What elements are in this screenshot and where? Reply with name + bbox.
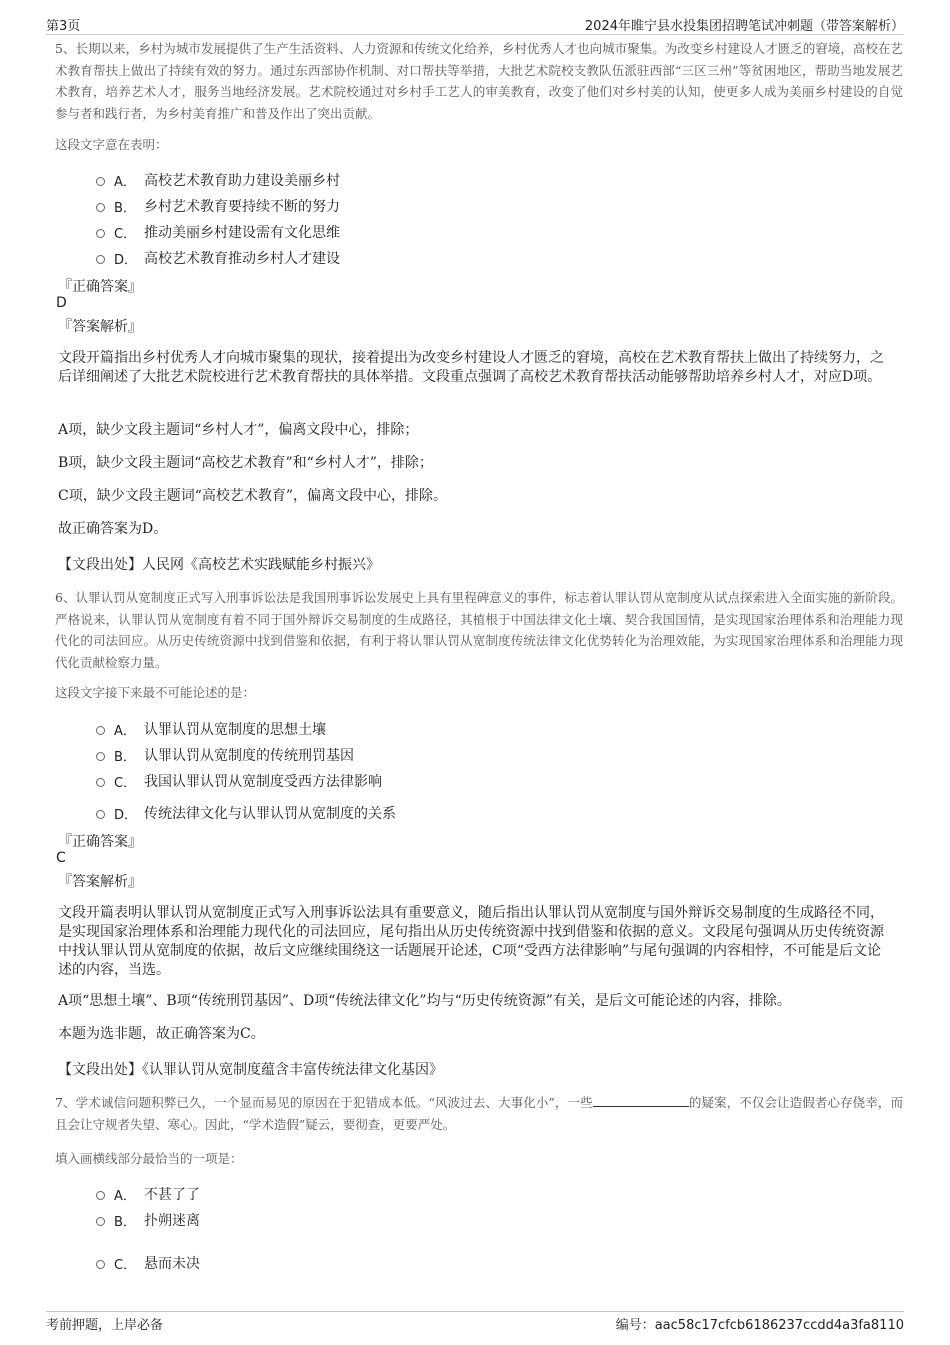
option-letter: D． [114,807,138,823]
q5-option-c[interactable] [96,222,340,242]
fill-in-blank [593,1094,689,1107]
option-text: 不甚了了 [144,1187,200,1203]
option-text: 悬而未决 [144,1256,200,1272]
option-letter: A． [114,723,136,739]
footer-slogan: 考前押题，上岸必备 [46,1318,164,1333]
option-letter: C． [114,226,137,242]
option-text: 扑朔迷离 [144,1213,200,1229]
q5-analysis-paragraph: B项，缺少文段主题词“高校艺术教育”和“乡村人才”，排除； [58,455,433,471]
radio-icon[interactable] [96,203,105,212]
header-rule [46,34,904,35]
document-title: 2024年睢宁县水投集团招聘笔试冲刺题（带答案解析） [584,19,904,34]
radio-icon[interactable] [96,1217,105,1226]
footer-rule [46,1311,904,1312]
question-7-text-after: 的疑案，不仅会让造假者心存侥幸，而且会让守规者失望、寒心。因此，“学术造假”疑云，要彻查，更要严处。 [55,1095,903,1132]
q7-option-a[interactable] [96,1184,200,1204]
radio-icon[interactable] [96,810,105,819]
q5-analysis-paragraph: C项，缺少文段主题词“高校艺术教育”，偏离文段中心，排除。 [58,488,448,504]
q5-source: 【文段出处】人民网《高校艺术实践赋能乡村振兴》 [58,557,380,573]
option-text: 认罪认罚从宽制度的思想土壤 [144,722,326,738]
radio-icon[interactable] [96,255,105,264]
option-letter: B． [114,1214,136,1230]
q5-answer-label: 『正确答案』 [58,279,142,295]
question-7-text [55,1092,903,1135]
q5-option-b[interactable] [96,196,340,216]
q5-analysis-paragraph: 故正确答案为D。 [58,521,168,537]
radio-icon[interactable] [96,1191,105,1200]
option-text: 推动美丽乡村建设需有文化思维 [144,225,340,241]
q5-analysis-label: 『答案解析』 [58,319,142,335]
option-letter: A． [114,174,136,190]
q5-option-d[interactable] [96,248,340,268]
q6-option-b[interactable] [96,745,354,765]
radio-icon[interactable] [96,177,105,186]
question-6-prompt: 这段文字接下来最不可能论述的是： [55,685,256,700]
q7-option-b[interactable] [96,1210,200,1230]
document-code: 编号：aac58c17cfcb6186237ccdd4a3fa8110 [615,1318,904,1333]
option-letter: C． [114,1257,137,1273]
q5-analysis-paragraph: 文段开篇指出乡村优秀人才向城市聚集的现状，接着提出为改变乡村建设人才匮乏的窘境，高校在艺术教育帮扶上做出了持续努力，之后详细阐述了大批艺术院校进行艺术教育帮扶的具体举措。文段重点强调了高校艺术教育帮扶活动能够帮助培养乡村人才，对应D项。 [58,350,884,385]
q6-answer-label: 『正确答案』 [58,834,142,850]
q7-option-c[interactable] [96,1253,200,1273]
q6-option-c[interactable] [96,771,382,791]
option-letter: A． [114,1188,136,1204]
option-text: 我国认罪认罚从宽制度受西方法律影响 [144,774,382,790]
q6-analysis-paragraph: 本题为选非题，故正确答案为C。 [58,1026,265,1042]
q6-option-a[interactable] [96,719,326,739]
question-5-text: 5、长期以来，乡村为城市发展提供了生产生活资料、人力资源和传统文化给养，乡村优秀人才也向城市聚集。为改变乡村建设人才匮乏的窘境，高校在艺术教育帮扶上做出了持续有效的努力。通过东西部协作机制、对口帮扶等举措，大批艺术院校支教队伍派驻西部“三区三州”等贫困地区，帮助当地发展艺术教育，培养艺术人才，服务当地经济发展。艺术院校通过对乡村手工艺人的审美教育，改变了他们对乡村美的认知，使更多人成为美丽乡村建设的自觉参与者和践行者，为乡村美育推广和普及作出了突出贡献。 [55,41,903,121]
option-text: 认罪认罚从宽制度的传统刑罚基因 [144,748,354,764]
radio-icon[interactable] [96,778,105,787]
radio-icon[interactable] [96,752,105,761]
radio-icon[interactable] [96,229,105,238]
q5-analysis-paragraph: A项，缺少文段主题词“乡村人才”，偏离文段中心，排除； [58,422,419,438]
radio-icon[interactable] [96,1260,105,1269]
q6-option-d[interactable] [96,803,396,823]
option-text: 乡村艺术教育要持续不断的努力 [144,199,340,215]
page-number: 第3页 [46,19,81,34]
option-letter: C． [114,775,137,791]
radio-icon[interactable] [96,726,105,735]
option-text: 高校艺术教育助力建设美丽乡村 [144,173,340,189]
question-6-text: 6、认罪认罚从宽制度正式写入刑事诉讼法是我国刑事诉讼发展史上具有里程碑意义的事件，标志着认罪认罚从宽制度从试点探索进入全面实施的新阶段。严格说来，认罪认罚从宽制度有着不同于国外辩诉交易制度的生成路径，其植根于中国法律文化土壤、契合我国国情，是实现国家治理体系和治理能力现代化的司法回应。从历史传统资源中找到借鉴和依据，有利于将认罪认罚从宽制度传统法律文化优势转化为治理效能，为实现国家治理体系和治理能力现代化贡献检察力量。 [55,590,903,670]
q5-option-a[interactable] [96,170,340,190]
option-letter: B． [114,749,136,765]
option-letter: D． [114,252,138,268]
q5-answer: D [56,295,67,311]
option-text: 高校艺术教育推动乡村人才建设 [144,251,340,267]
q6-answer: C [56,850,66,866]
q6-analysis-paragraph: 文段开篇表明认罪认罚从宽制度正式写入刑事诉讼法具有重要意义，随后指出认罪认罚从宽制度与国外辩诉交易制度的生成路径不同，是实现国家治理体系和治理能力现代化的司法回应，尾句指出从历史传统资源中找到借鉴和依据的意义。文段尾句强调从历史传统资源中找认罪认罚从宽制度的依据，故后文应继续围绕这一话题展开论述，C项“受西方法律影响”与尾句强调的内容相悖，不可能是后文论述的内容，当选。 [58,905,884,978]
question-5-prompt: 这段文字意在表明： [55,137,168,152]
question-7-prompt: 填入画横线部分最恰当的一项是： [55,1151,243,1166]
q6-analysis-label: 『答案解析』 [58,874,142,890]
q6-analysis-paragraph: A项“思想土壤”、B项“传统刑罚基因”、D项“传统法律文化”均与“历史传统资源”有关，是后文可能论述的内容，排除。 [58,993,791,1009]
q6-source: 【文段出处】《认罪认罚从宽制度蕴含丰富传统法律文化基因》 [58,1062,443,1078]
option-letter: B． [114,200,136,216]
option-text: 传统法律文化与认罪认罚从宽制度的关系 [144,806,396,822]
question-7-text-before: 7、学术诚信问题积弊已久，一个显而易见的原因在于犯错成本低。“风波过去、大事化小”，一些 [55,1095,593,1110]
